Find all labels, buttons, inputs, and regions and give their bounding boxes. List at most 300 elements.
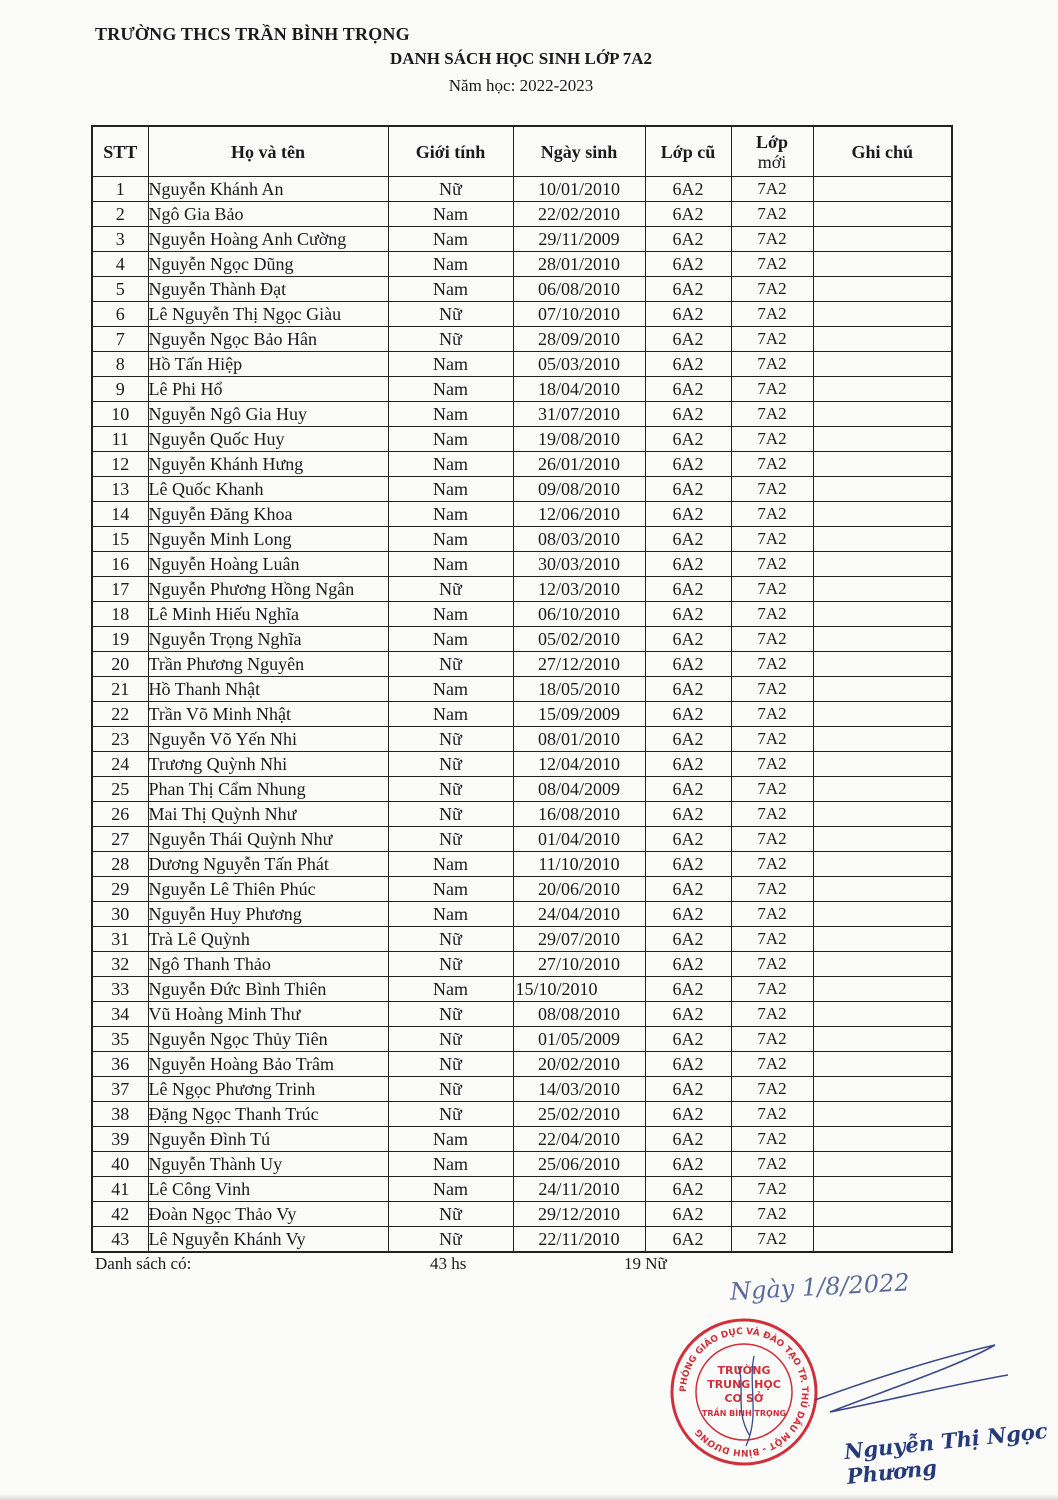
cell-name: Phan Thị Cẩm Nhung (148, 777, 388, 802)
cell-gender: Nữ (388, 177, 513, 202)
cell-dob: 12/06/2010 (513, 502, 645, 527)
cell-stt: 42 (92, 1202, 148, 1227)
cell-note (813, 802, 952, 827)
cell-note (813, 1177, 952, 1202)
cell-stt: 35 (92, 1027, 148, 1052)
cell-gender: Nam (388, 502, 513, 527)
student-table (91, 125, 953, 1253)
cell-gender: Nữ (388, 1052, 513, 1077)
cell-name: Nguyễn Quốc Huy (148, 427, 388, 452)
cell-name: Nguyễn Lê Thiên Phúc (148, 877, 388, 902)
cell-gender: Nữ (388, 752, 513, 777)
cell-new-class: 7A2 (731, 427, 813, 452)
cell-dob: 10/01/2010 (513, 177, 645, 202)
cell-stt: 26 (92, 802, 148, 827)
cell-gender: Nam (388, 1152, 513, 1177)
cell-name: Trần Võ Minh Nhật (148, 702, 388, 727)
cell-new-class: 7A2 (731, 902, 813, 927)
cell-new-class: 7A2 (731, 952, 813, 977)
cell-dob: 31/07/2010 (513, 402, 645, 427)
cell-old-class: 6A2 (645, 577, 731, 602)
cell-name: Nguyễn Minh Long (148, 527, 388, 552)
cell-note (813, 1152, 952, 1177)
cell-stt: 12 (92, 452, 148, 477)
table-row (92, 602, 952, 627)
cell-old-class: 6A2 (645, 1202, 731, 1227)
cell-note (813, 652, 952, 677)
cell-old-class: 6A2 (645, 377, 731, 402)
cell-gender: Nam (388, 1177, 513, 1202)
cell-old-class: 6A2 (645, 427, 731, 452)
table-row (92, 902, 952, 927)
cell-dob: 19/08/2010 (513, 427, 645, 452)
cell-new-class: 7A2 (731, 977, 813, 1002)
cell-name: Nguyễn Phương Hồng Ngân (148, 577, 388, 602)
table-row (92, 527, 952, 552)
cell-gender: Nam (388, 852, 513, 877)
cell-note (813, 752, 952, 777)
cell-stt: 37 (92, 1077, 148, 1102)
cell-gender: Nam (388, 702, 513, 727)
cell-old-class: 6A2 (645, 977, 731, 1002)
cell-name: Trà Lê Quỳnh (148, 927, 388, 952)
cell-old-class: 6A2 (645, 277, 731, 302)
cell-gender: Nam (388, 427, 513, 452)
table-row (92, 1102, 952, 1127)
cell-old-class: 6A2 (645, 1127, 731, 1152)
cell-dob: 08/03/2010 (513, 527, 645, 552)
table-row (92, 202, 952, 227)
table-row (92, 1127, 952, 1152)
cell-gender: Nữ (388, 1202, 513, 1227)
cell-note (813, 427, 952, 452)
table-row (92, 1202, 952, 1227)
cell-gender: Nam (388, 1127, 513, 1152)
cell-note (813, 952, 952, 977)
cell-dob: 05/03/2010 (513, 352, 645, 377)
cell-name: Lê Nguyễn Thị Ngọc Giàu (148, 302, 388, 327)
cell-new-class: 7A2 (731, 752, 813, 777)
table-row (92, 227, 952, 252)
cell-dob: 11/10/2010 (513, 852, 645, 877)
cell-name: Nguyễn Võ Yến Nhi (148, 727, 388, 752)
table-row (92, 1077, 952, 1102)
cell-note (813, 527, 952, 552)
cell-dob: 12/03/2010 (513, 577, 645, 602)
cell-note (813, 977, 952, 1002)
table-row (92, 802, 952, 827)
table-row (92, 1002, 952, 1027)
cell-dob: 20/02/2010 (513, 1052, 645, 1077)
cell-note (813, 1002, 952, 1027)
cell-dob: 18/04/2010 (513, 377, 645, 402)
cell-new-class: 7A2 (731, 702, 813, 727)
cell-new-class: 7A2 (731, 327, 813, 352)
cell-name: Lê Công Vinh (148, 1177, 388, 1202)
cell-gender: Nam (388, 602, 513, 627)
col-header-name: Họ và tên (148, 126, 388, 177)
table-row (92, 477, 952, 502)
cell-name: Nguyễn Hoàng Anh Cường (148, 227, 388, 252)
school-year: Năm học: 2022-2023 (448, 76, 594, 95)
cell-name: Trần Phương Nguyên (148, 652, 388, 677)
cell-dob: 26/01/2010 (513, 452, 645, 477)
table-row (92, 302, 952, 327)
cell-new-class: 7A2 (731, 852, 813, 877)
table-row (92, 1227, 952, 1253)
cell-stt: 5 (92, 277, 148, 302)
cell-dob: 22/11/2010 (513, 1227, 645, 1253)
table-row (92, 352, 952, 377)
cell-dob: 16/08/2010 (513, 802, 645, 827)
cell-new-class: 7A2 (731, 1002, 813, 1027)
cell-dob: 05/02/2010 (513, 627, 645, 652)
table-row (92, 452, 952, 477)
cell-stt: 31 (92, 927, 148, 952)
cell-name: Dương Nguyễn Tấn Phát (148, 852, 388, 877)
table-row (92, 1152, 952, 1177)
cell-dob: 25/02/2010 (513, 1102, 645, 1127)
cell-new-class: 7A2 (731, 252, 813, 277)
cell-name: Nguyễn Thành Đạt (148, 277, 388, 302)
cell-new-class: 7A2 (731, 727, 813, 752)
cell-stt: 18 (92, 602, 148, 627)
cell-stt: 13 (92, 477, 148, 502)
cell-name: Ngô Thanh Thảo (148, 952, 388, 977)
cell-dob: 06/08/2010 (513, 277, 645, 302)
cell-new-class: 7A2 (731, 1077, 813, 1102)
col-header-note: Ghi chú (813, 126, 952, 177)
stamp-line3: CƠ SỞ (724, 1392, 764, 1405)
cell-note (813, 477, 952, 502)
cell-old-class: 6A2 (645, 302, 731, 327)
table-row (92, 702, 952, 727)
cell-stt: 40 (92, 1152, 148, 1177)
cell-new-class: 7A2 (731, 552, 813, 577)
cell-new-class: 7A2 (731, 1027, 813, 1052)
cell-dob: 01/04/2010 (513, 827, 645, 852)
cell-old-class: 6A2 (645, 527, 731, 552)
cell-note (813, 1227, 952, 1253)
cell-stt: 38 (92, 1102, 148, 1127)
cell-dob: 08/08/2010 (513, 1002, 645, 1027)
cell-gender: Nam (388, 227, 513, 252)
cell-stt: 1 (92, 177, 148, 202)
cell-stt: 11 (92, 427, 148, 452)
cell-stt: 25 (92, 777, 148, 802)
cell-note (813, 552, 952, 577)
cell-old-class: 6A2 (645, 1077, 731, 1102)
cell-gender: Nữ (388, 827, 513, 852)
cell-name: Nguyễn Ngọc Bảo Hân (148, 327, 388, 352)
cell-stt: 24 (92, 752, 148, 777)
cell-name: Nguyễn Khánh Hưng (148, 452, 388, 477)
cell-dob: 01/05/2009 (513, 1027, 645, 1052)
cell-name: Nguyễn Hoàng Luân (148, 552, 388, 577)
cell-stt: 16 (92, 552, 148, 577)
cell-gender: Nam (388, 352, 513, 377)
table-row (92, 727, 952, 752)
cell-old-class: 6A2 (645, 177, 731, 202)
cell-gender: Nam (388, 552, 513, 577)
table-row (92, 427, 952, 452)
cell-gender: Nữ (388, 1102, 513, 1127)
cell-note (813, 1052, 952, 1077)
cell-stt: 2 (92, 202, 148, 227)
cell-note (813, 877, 952, 902)
cell-dob: 06/10/2010 (513, 602, 645, 627)
cell-dob: 15/10/2010 (513, 977, 645, 1002)
cell-stt: 30 (92, 902, 148, 927)
cell-new-class: 7A2 (731, 1102, 813, 1127)
cell-note (813, 627, 952, 652)
cell-gender: Nam (388, 377, 513, 402)
cell-stt: 27 (92, 827, 148, 852)
cell-old-class: 6A2 (645, 602, 731, 627)
cell-dob: 14/03/2010 (513, 1077, 645, 1102)
table-row (92, 927, 952, 952)
cell-stt: 14 (92, 502, 148, 527)
cell-dob: 27/12/2010 (513, 652, 645, 677)
cell-gender: Nữ (388, 927, 513, 952)
cell-note (813, 302, 952, 327)
cell-new-class: 7A2 (731, 877, 813, 902)
cell-old-class: 6A2 (645, 902, 731, 927)
stamp-line2: TRUNG HỌC (707, 1378, 781, 1391)
cell-note (813, 452, 952, 477)
cell-name: Trương Quỳnh Nhi (148, 752, 388, 777)
cell-gender: Nam (388, 277, 513, 302)
document-title: DANH SÁCH HỌC SINH LỚP 7A2 (389, 49, 653, 68)
cell-note (813, 1102, 952, 1127)
cell-old-class: 6A2 (645, 252, 731, 277)
cell-name: Ngô Gia Bảo (148, 202, 388, 227)
cell-new-class: 7A2 (731, 377, 813, 402)
cell-gender: Nữ (388, 1227, 513, 1253)
cell-stt: 19 (92, 627, 148, 652)
cell-name: Đoàn Ngọc Thảo Vy (148, 1202, 388, 1227)
handwritten-date: Ngày 1/8/2022 (729, 1268, 911, 1306)
cell-old-class: 6A2 (645, 827, 731, 852)
cell-old-class: 6A2 (645, 952, 731, 977)
cell-gender: Nữ (388, 302, 513, 327)
table-row (92, 1027, 952, 1052)
summary-label: Danh sách có: (95, 1254, 192, 1273)
school-name: TRƯỜNG THCS TRẦN BÌNH TRỌNG (95, 24, 410, 44)
cell-note (813, 402, 952, 427)
cell-new-class: 7A2 (731, 677, 813, 702)
table-row (92, 827, 952, 852)
table-row (92, 277, 952, 302)
cell-gender: Nữ (388, 1002, 513, 1027)
cell-name: Nguyễn Ngọc Dũng (148, 252, 388, 277)
cell-stt: 33 (92, 977, 148, 1002)
cell-old-class: 6A2 (645, 1027, 731, 1052)
cell-note (813, 602, 952, 627)
cell-note (813, 377, 952, 402)
cell-note (813, 702, 952, 727)
cell-name: Nguyễn Thành Uy (148, 1152, 388, 1177)
cell-old-class: 6A2 (645, 1102, 731, 1127)
summary-student-count: 43 hs (430, 1254, 467, 1273)
cell-dob: 22/04/2010 (513, 1127, 645, 1152)
cell-note (813, 227, 952, 252)
cell-old-class: 6A2 (645, 502, 731, 527)
cell-gender: Nữ (388, 327, 513, 352)
cell-note (813, 727, 952, 752)
cell-old-class: 6A2 (645, 1177, 731, 1202)
cell-dob: 08/04/2009 (513, 777, 645, 802)
stamp-ring-text: PHÒNG GIÁO DỤC VÀ ĐÀO TẠO TP. THỦ DẦU MỘT - BÌNH DƯƠNG (678, 1326, 810, 1458)
cell-note (813, 777, 952, 802)
cell-stt: 7 (92, 327, 148, 352)
cell-stt: 8 (92, 352, 148, 377)
stamp-line1: TRƯỜNG (717, 1364, 771, 1377)
cell-old-class: 6A2 (645, 727, 731, 752)
table-row (92, 627, 952, 652)
cell-old-class: 6A2 (645, 1052, 731, 1077)
cell-note (813, 502, 952, 527)
cell-old-class: 6A2 (645, 227, 731, 252)
table-row (92, 402, 952, 427)
cell-gender: Nam (388, 677, 513, 702)
cell-new-class: 7A2 (731, 477, 813, 502)
stamp-line4: TRẦN BÌNH TRỌNG (701, 1409, 787, 1418)
cell-dob: 29/07/2010 (513, 927, 645, 952)
cell-gender: Nữ (388, 1077, 513, 1102)
cell-stt: 21 (92, 677, 148, 702)
table-row (92, 252, 952, 277)
cell-stt: 20 (92, 652, 148, 677)
cell-new-class: 7A2 (731, 827, 813, 852)
table-row (92, 752, 952, 777)
table-row (92, 952, 952, 977)
cell-name: Lê Nguyễn Khánh Vy (148, 1227, 388, 1253)
cell-gender: Nữ (388, 802, 513, 827)
cell-stt: 15 (92, 527, 148, 552)
cell-stt: 41 (92, 1177, 148, 1202)
cell-old-class: 6A2 (645, 877, 731, 902)
col-header-new-class (731, 126, 813, 177)
cell-dob: 29/12/2010 (513, 1202, 645, 1227)
cell-gender: Nam (388, 202, 513, 227)
cell-new-class: 7A2 (731, 302, 813, 327)
cell-name: Vũ Hoàng Minh Thư (148, 1002, 388, 1027)
cell-new-class: 7A2 (731, 927, 813, 952)
cell-dob: 28/09/2010 (513, 327, 645, 352)
signature-stroke (810, 1330, 1010, 1420)
cell-gender: Nam (388, 477, 513, 502)
table-row (92, 327, 952, 352)
cell-new-class: 7A2 (731, 627, 813, 652)
cell-dob: 18/05/2010 (513, 677, 645, 702)
cell-new-class: 7A2 (731, 1202, 813, 1227)
signature-name: Nguyễn Thị Ngọc Phương (842, 1417, 1049, 1489)
cell-new-class: 7A2 (731, 777, 813, 802)
col-header-new-class-line1: Lớp (756, 131, 788, 152)
cell-note (813, 1202, 952, 1227)
cell-gender: Nam (388, 902, 513, 927)
cell-note (813, 827, 952, 852)
cell-new-class: 7A2 (731, 527, 813, 552)
cell-new-class: 7A2 (731, 452, 813, 477)
cell-old-class: 6A2 (645, 352, 731, 377)
table-row (92, 377, 952, 402)
table-row (92, 677, 952, 702)
table-row (92, 1052, 952, 1077)
cell-new-class: 7A2 (731, 227, 813, 252)
cell-note (813, 902, 952, 927)
cell-dob: 28/01/2010 (513, 252, 645, 277)
cell-stt: 9 (92, 377, 148, 402)
col-header-dob: Ngày sinh (513, 126, 645, 177)
cell-gender: Nam (388, 527, 513, 552)
cell-dob: 24/04/2010 (513, 902, 645, 927)
cell-note (813, 1077, 952, 1102)
cell-gender: Nữ (388, 1027, 513, 1052)
cell-new-class: 7A2 (731, 1052, 813, 1077)
cell-name: Nguyễn Trọng Nghĩa (148, 627, 388, 652)
cell-new-class: 7A2 (731, 602, 813, 627)
cell-new-class: 7A2 (731, 802, 813, 827)
col-header-stt: STT (92, 126, 148, 177)
cell-stt: 36 (92, 1052, 148, 1077)
table-row (92, 852, 952, 877)
cell-name: Lê Phi Hổ (148, 377, 388, 402)
cell-old-class: 6A2 (645, 702, 731, 727)
cell-old-class: 6A2 (645, 652, 731, 677)
cell-new-class: 7A2 (731, 502, 813, 527)
cell-name: Hồ Thanh Nhật (148, 677, 388, 702)
cell-name: Nguyễn Ngọc Thủy Tiên (148, 1027, 388, 1052)
cell-new-class: 7A2 (731, 277, 813, 302)
cell-dob: 20/06/2010 (513, 877, 645, 902)
cell-gender: Nam (388, 252, 513, 277)
cell-stt: 29 (92, 877, 148, 902)
cell-gender: Nam (388, 402, 513, 427)
table-row (92, 552, 952, 577)
cell-new-class: 7A2 (731, 1152, 813, 1177)
cell-dob: 30/03/2010 (513, 552, 645, 577)
cell-old-class: 6A2 (645, 677, 731, 702)
cell-note (813, 852, 952, 877)
cell-dob: 12/04/2010 (513, 752, 645, 777)
cell-new-class: 7A2 (731, 352, 813, 377)
cell-new-class: 7A2 (731, 1227, 813, 1253)
cell-dob: 22/02/2010 (513, 202, 645, 227)
cell-stt: 34 (92, 1002, 148, 1027)
cell-name: Nguyễn Khánh An (148, 177, 388, 202)
col-header-gender: Giới tính (388, 126, 513, 177)
col-header-new-class-line2: mới (757, 151, 787, 172)
cell-dob: 09/08/2010 (513, 477, 645, 502)
cell-old-class: 6A2 (645, 327, 731, 352)
cell-old-class: 6A2 (645, 452, 731, 477)
cell-old-class: 6A2 (645, 1002, 731, 1027)
cell-old-class: 6A2 (645, 202, 731, 227)
cell-gender: Nữ (388, 777, 513, 802)
cell-gender: Nam (388, 977, 513, 1002)
cell-name: Lê Minh Hiếu Nghĩa (148, 602, 388, 627)
summary-female-count: 19 Nữ (624, 1254, 667, 1273)
cell-name: Lê Ngọc Phương Trinh (148, 1077, 388, 1102)
cell-old-class: 6A2 (645, 852, 731, 877)
cell-note (813, 327, 952, 352)
cell-stt: 10 (92, 402, 148, 427)
cell-name: Nguyễn Huy Phương (148, 902, 388, 927)
table-row (92, 1177, 952, 1202)
cell-stt: 17 (92, 577, 148, 602)
